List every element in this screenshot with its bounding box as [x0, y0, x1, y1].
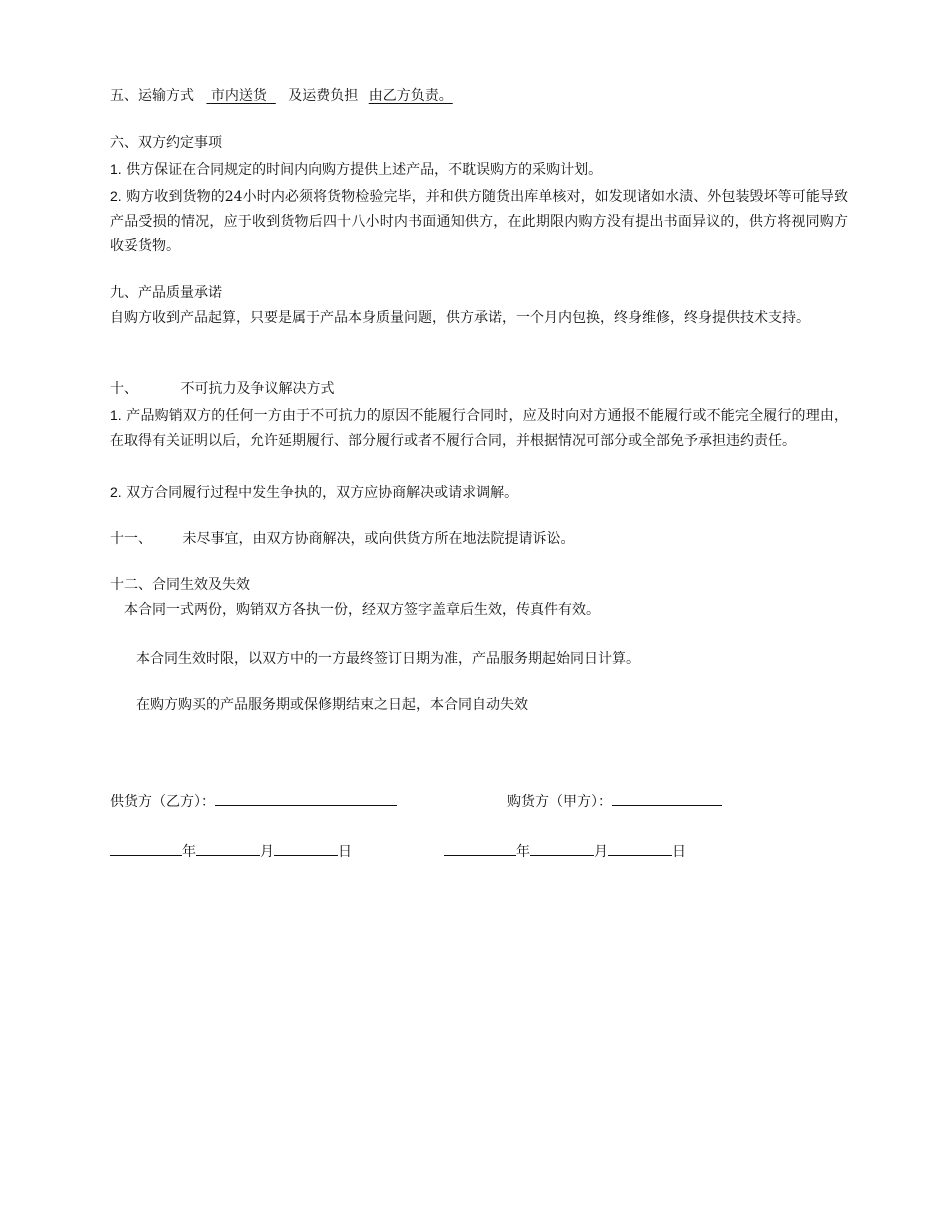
section6-item1: 1. 供方保证在合同规定的时间内向购方提供上述产品，不耽误购方的采购计划。: [110, 161, 603, 178]
buyer-month-blank: [530, 841, 594, 856]
buyer-day-blank: [608, 841, 672, 856]
freight-value: 由乙方负责。: [368, 88, 453, 104]
section12-p2: 本合同生效时限，以双方中的一方最终签订日期为准，产品服务期起始同日计算。: [136, 651, 640, 667]
section12-heading: 十二、合同生效及失效: [110, 577, 250, 593]
buyer-date: 年 月 日: [444, 841, 686, 861]
section9-heading: 九、产品质量承诺: [110, 285, 222, 301]
supplier-signature-blank: [215, 791, 397, 806]
supplier-year-blank: [110, 841, 182, 856]
transport-label: 五、运输方式: [110, 88, 194, 104]
supplier-signature: [110, 791, 397, 811]
buyer-signature: [507, 791, 722, 811]
supplier-day-blank: [274, 841, 338, 856]
section10-item1: 1. 产品购销双方的任何一方由于不可抗力的原因不能履行合同时，应及时向对方通报不能履行或不能完全履行的理由，在取得有关证明以后，允许延期履行、部分履行或者不履行合同，并根据情况可部分或全部免予承担违约责任。: [110, 407, 848, 449]
transport-value: 市内送货: [210, 88, 267, 104]
section6-heading: 六、双方约定事项: [110, 135, 222, 151]
section10-item2: 2. 双方合同履行过程中发生争执的，双方应协商解决或请求调解。: [110, 484, 519, 501]
section6-item2: 2. 购方收到货物的24小时内必须将货物检验完毕，并和供方随货出库单核对，如发现诸如水渍、外包装毁坏等可能导致产品受损的情况，应于收到货物后四十八小时内书面通知供方，在此期限内购方没有提出书面异议的，供方将视同购方收妥货物。: [110, 188, 848, 254]
buyer-label: 购货方（甲方）：: [507, 794, 612, 810]
section10-heading: 十、 不可抗力及争议解决方式: [110, 381, 335, 397]
section12-p1: 本合同一式两份，购销双方各执一份，经双方签字盖章后生效，传真件有效。: [124, 602, 600, 618]
supplier-label: 供货方（乙方）：: [110, 794, 215, 810]
section11: 十一、 未尽事宜，由双方协商解决，或向供货方所在地法院提请诉讼。: [110, 531, 575, 547]
freight-label: 及运费负担: [288, 88, 359, 104]
supplier-date: 年 月 日: [110, 841, 352, 861]
section12-p3: 在购方购买的产品服务期或保修期结束之日起，本合同自动失效: [136, 697, 528, 713]
transport-line: [110, 86, 845, 106]
section9-text: 自购方收到产品起算，只要是属于产品本身质量问题，供方承诺，一个月内包换，终身维修，终身提供技术支持。: [110, 310, 810, 326]
buyer-year-blank: [444, 841, 516, 856]
supplier-month-blank: [196, 841, 260, 856]
buyer-signature-blank: [612, 791, 722, 806]
